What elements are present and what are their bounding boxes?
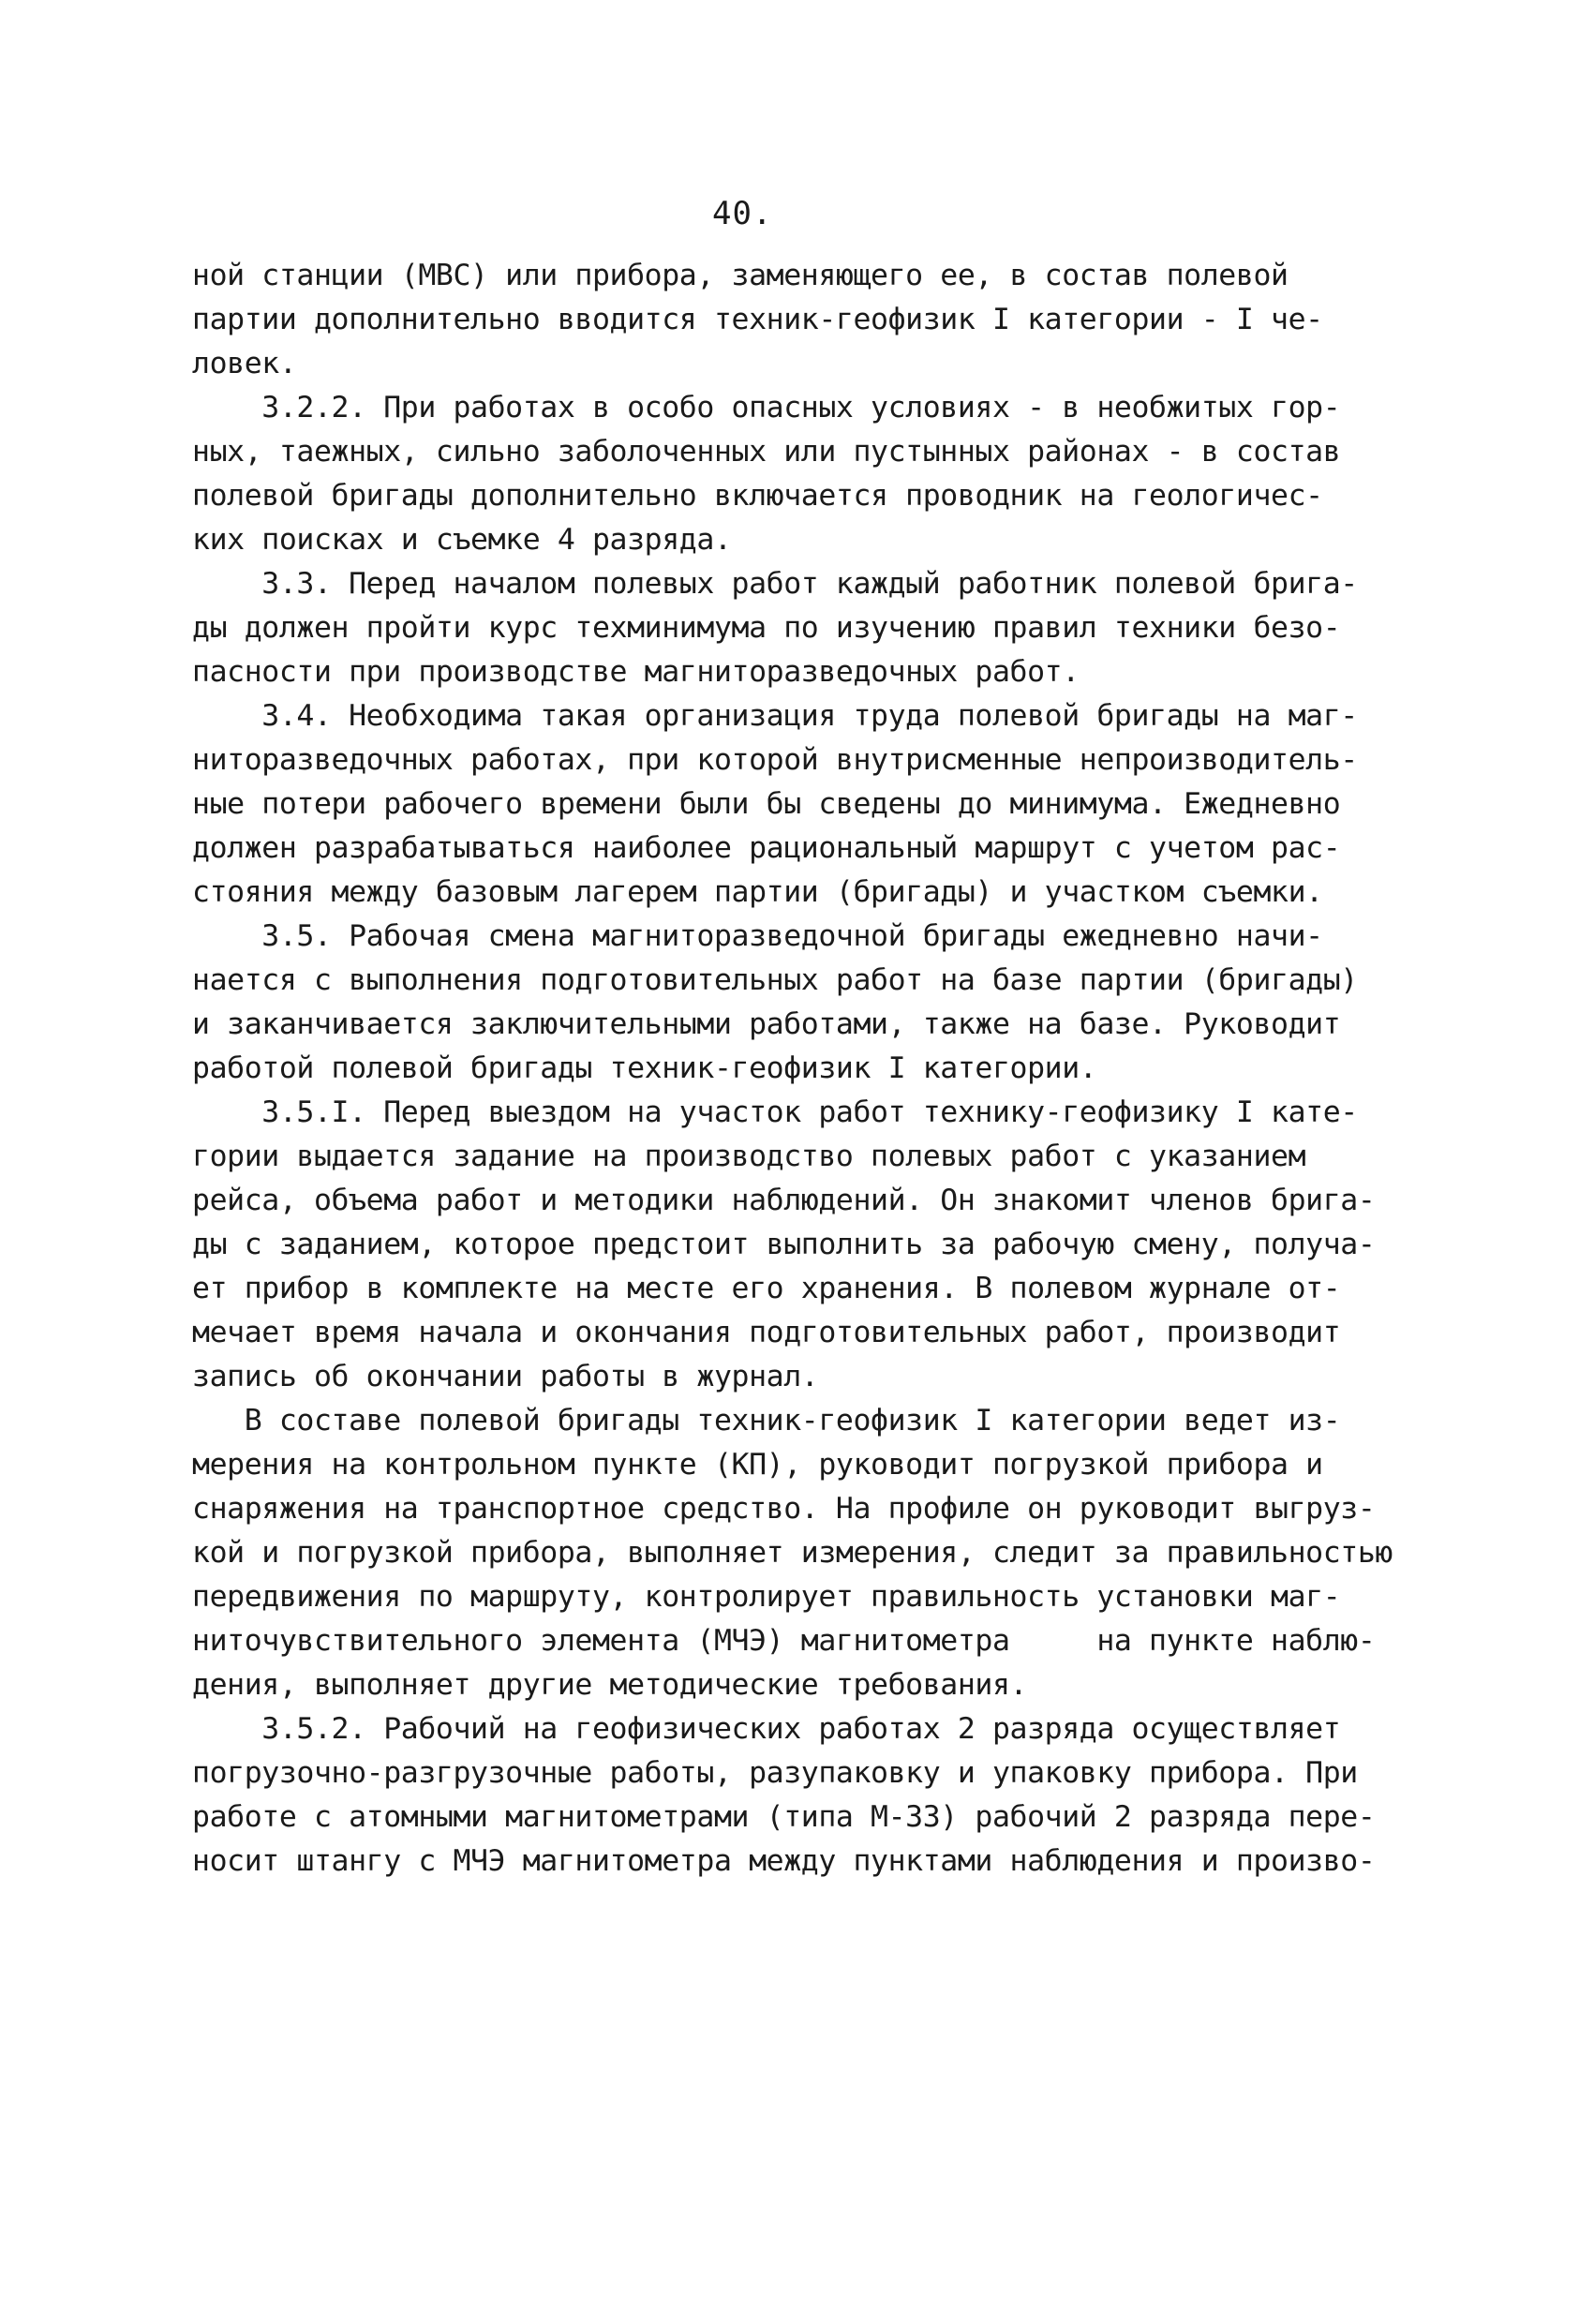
text-line: запись об окончании работы в журнал. <box>192 1360 819 1393</box>
page-number: 40. <box>712 195 773 232</box>
text-line: кой и погрузкой прибора, выполняет измерения, следит за правильностью <box>192 1536 1393 1570</box>
text-line: мерения на контрольном пункте (КП), руководит погрузкой прибора и <box>192 1448 1323 1482</box>
text-line: ниторазведочных работах, при которой внутрисменные непроизводитель- <box>192 743 1358 777</box>
text-line: нается с выполнения подготовительных работ на базе партии (бригады) <box>192 963 1358 997</box>
text-line: работой полевой бригады техник-геофизик I категории. <box>192 1051 1097 1085</box>
text-line: 3.4. Необходима такая организация труда полевой бригады на маг- <box>192 699 1358 733</box>
text-line: рейса, объема работ и методики наблюдений. Он знакомит членов брига- <box>192 1184 1376 1217</box>
text-line: ниточувствительного элемента (МЧЭ) магнитометра на пункте наблю- <box>192 1624 1376 1658</box>
text-line: ды должен пройти курс техминимума по изучению правил техники безо- <box>192 611 1341 645</box>
text-line: ной станции (МВС) или прибора, заменяющего ее, в состав полевой <box>192 259 1289 292</box>
text-line: погрузочно-разгрузочные работы, разупаковку и упаковку прибора. При <box>192 1756 1358 1790</box>
text-line: 3.3. Перед началом полевых работ каждый работник полевой брига- <box>192 567 1358 601</box>
text-line: ных, таежных, сильно заболоченных или пустынных районах - в состав <box>192 435 1341 469</box>
text-line: пасности при производстве магниторазведочных работ. <box>192 655 1080 689</box>
text-line: 3.5.2. Рабочий на геофизических работах 2 разряда осуществляет <box>192 1712 1341 1746</box>
text-line: ные потери рабочего времени были бы сведены до минимума. Ежедневно <box>192 787 1341 821</box>
text-line: ловек. <box>192 347 297 380</box>
text-line: гории выдается задание на производство полевых работ с указанием <box>192 1140 1306 1173</box>
text-line: полевой бригады дополнительно включается проводник на геологичес- <box>192 479 1323 513</box>
text-line: ет прибор в комплекте на месте его хранения. В полевом журнале от- <box>192 1272 1341 1305</box>
text-line: ких поисках и съемке 4 разряда. <box>192 523 732 557</box>
text-line: 3.2.2. При работах в особо опасных условиях - в необжитых гор- <box>192 391 1341 425</box>
text-line: работе с атомными магнитометрами (типа М-33) рабочий 2 разряда пере- <box>192 1800 1376 1834</box>
text-line: передвижения по маршруту, контролирует правильность установки маг- <box>192 1580 1341 1614</box>
text-line: должен разрабатываться наиболее рациональный маршрут с учетом рас- <box>192 831 1341 865</box>
text-line: ды с заданием, которое предстоит выполнить за рабочую смену, получа- <box>192 1228 1376 1261</box>
text-line: В составе полевой бригады техник-геофизик I категории ведет из- <box>192 1404 1341 1438</box>
text-line: и заканчивается заключительными работами, также на базе. Руководит <box>192 1007 1341 1041</box>
text-line: мечает время начала и окончания подготовительных работ, производит <box>192 1316 1341 1349</box>
text-line: снаряжения на транспортное средство. На профиле он руководит выгруз- <box>192 1492 1376 1526</box>
text-line: носит штангу с МЧЭ магнитометра между пунктами наблюдения и произво- <box>192 1844 1376 1878</box>
text-line: стояния между базовым лагерем партии (бригады) и участком съемки. <box>192 875 1323 909</box>
text-line: дения, выполняет другие методические требования. <box>192 1668 1028 1702</box>
text-line: 3.5. Рабочая смена магниторазведочной бригады ежедневно начи- <box>192 919 1323 953</box>
text-line: партии дополнительно вводится техник-геофизик I категории - I че- <box>192 303 1323 336</box>
text-line: 3.5.I. Перед выездом на участок работ технику-геофизику I кате- <box>192 1095 1358 1129</box>
